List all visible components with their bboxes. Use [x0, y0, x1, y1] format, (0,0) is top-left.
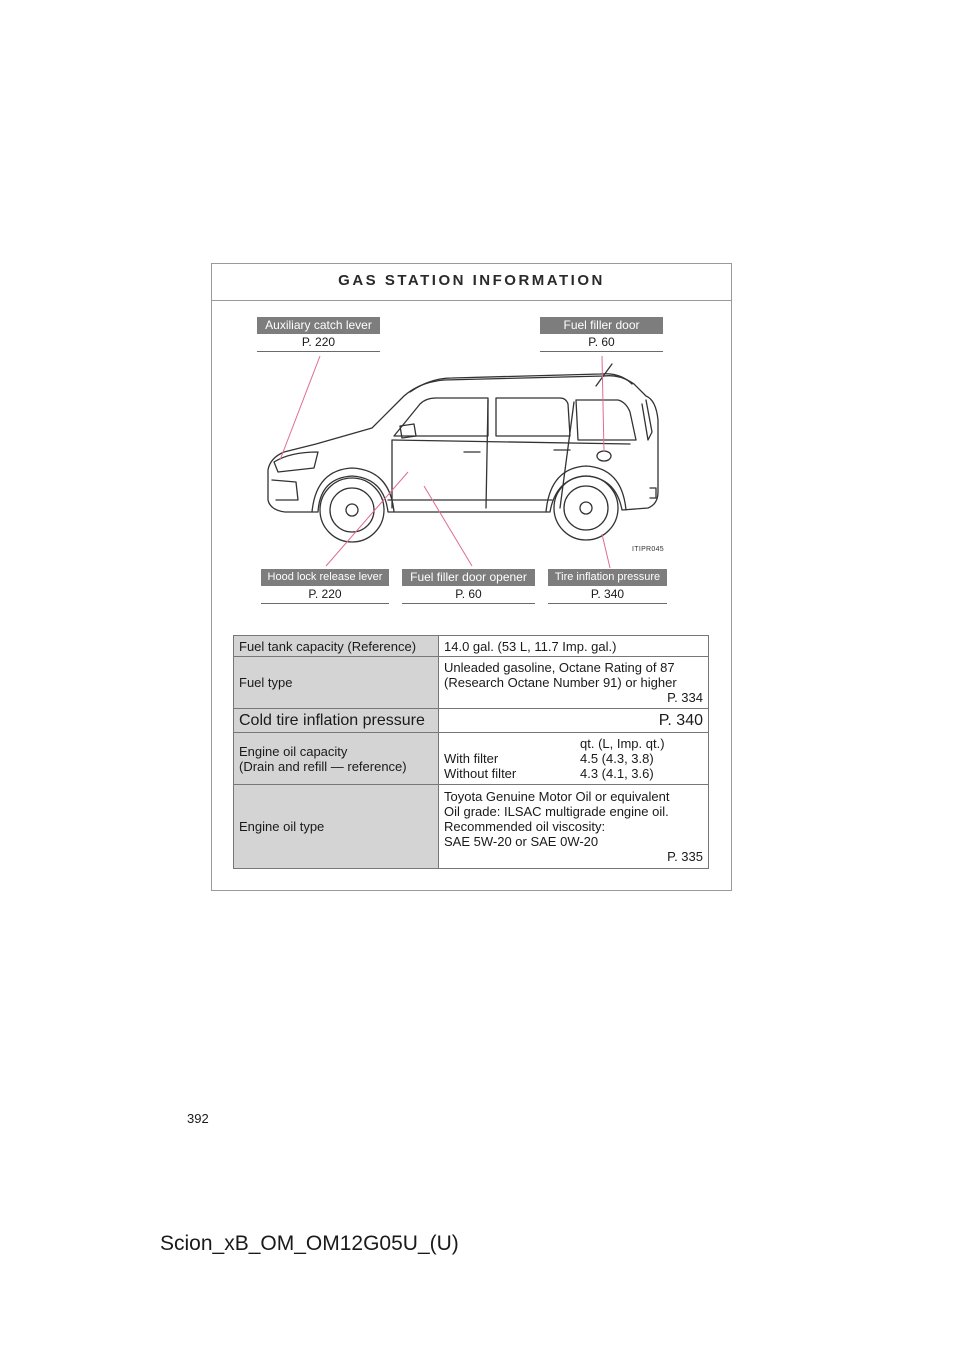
oil-type-line: Oil grade: ILSAC multigrade engine oil. — [444, 804, 669, 819]
without-filter-label: Without filter — [444, 766, 517, 781]
row-label — [234, 733, 439, 785]
oil-type-line: Toyota Genuine Motor Oil or equivalent — [444, 789, 670, 804]
callout-label: Hood lock release lever — [261, 569, 389, 586]
callout-label: Tire inflation pressure — [548, 569, 667, 586]
oil-type-line: SAE 5W-20 or SAE 0W-20 — [444, 834, 599, 849]
headlight — [274, 452, 318, 472]
page-reference-link[interactable]: P. 60 — [402, 586, 535, 604]
leader-fuel-filler-door-opener — [424, 486, 472, 566]
row-label: Cold tire inflation pressure — [234, 709, 439, 733]
leader-tire-inflation-pressure — [602, 534, 610, 568]
car-side-view-illustration — [0, 0, 960, 620]
page-number: 392 — [187, 1111, 209, 1126]
specifications-table — [233, 635, 709, 869]
row-label: Fuel tank capacity (Reference) — [234, 636, 439, 657]
row-label: Engine oil type — [234, 785, 439, 869]
image-code: ITIPR045 — [632, 546, 664, 553]
table-row — [234, 657, 709, 709]
table-row — [234, 709, 709, 733]
callout-label: Fuel filler door — [540, 317, 663, 334]
page-reference-link[interactable]: P. 220 — [257, 334, 380, 352]
with-filter-label: With filter — [444, 751, 499, 766]
callout-hood-lock-release-lever — [261, 569, 389, 604]
callout-label: Auxiliary catch lever — [257, 317, 380, 334]
leader-hood-lock-release-lever — [326, 472, 408, 566]
fuel-type-line: (Research Octane Number 91) or higher — [444, 675, 677, 690]
row-value — [439, 657, 709, 709]
callout-fuel-filler-door-opener — [402, 569, 535, 604]
row-value — [439, 733, 709, 785]
callout-label: Fuel filler door opener — [402, 569, 535, 586]
oil-type-line: Recommended oil viscosity: — [444, 819, 606, 834]
page-reference-link[interactable]: P. 220 — [261, 586, 389, 604]
page-reference-link[interactable]: P. 335 — [667, 849, 703, 864]
row-value — [439, 785, 709, 869]
table-row — [234, 785, 709, 869]
fuel-type-line: Unleaded gasoline, Octane Rating of 87 — [444, 660, 675, 675]
page-reference-link[interactable]: P. 334 — [667, 690, 703, 705]
rear-wheel — [554, 476, 618, 540]
row-value: 14.0 gal. (53 L, 11.7 Imp. gal.) — [439, 636, 709, 657]
with-filter-value: 4.5 (4.3, 3.8) — [580, 751, 654, 766]
label-line: Engine oil capacity — [239, 743, 348, 759]
oil-capacity-grid — [444, 736, 703, 781]
rear-door-window — [496, 398, 570, 436]
page-reference-link[interactable]: P. 340 — [439, 709, 709, 733]
page-reference-link[interactable]: P. 60 — [540, 334, 663, 352]
oil-capacity-unit: qt. (L, Imp. qt.) — [580, 736, 665, 751]
table-row — [234, 636, 709, 657]
without-filter-value: 4.3 (4.1, 3.6) — [580, 766, 654, 781]
page-reference-link[interactable]: P. 340 — [548, 586, 667, 604]
rear-quarter-window — [576, 400, 636, 440]
antenna — [596, 364, 612, 386]
fuel-filler-door-shape — [597, 451, 611, 461]
leader-fuel-filler-door — [602, 356, 604, 452]
front-door-window — [394, 398, 488, 436]
callout-auxiliary-catch-lever — [257, 317, 380, 352]
table-row — [234, 733, 709, 785]
callout-tire-inflation-pressure — [548, 569, 667, 604]
section-title: GAS STATION INFORMATION — [212, 264, 731, 301]
row-label: Fuel type — [234, 657, 439, 709]
document-id: Scion_xB_OM_OM12G05U_(U) — [160, 1232, 459, 1255]
label-line: (Drain and refill — reference) — [239, 758, 407, 774]
callout-fuel-filler-door — [540, 317, 663, 352]
